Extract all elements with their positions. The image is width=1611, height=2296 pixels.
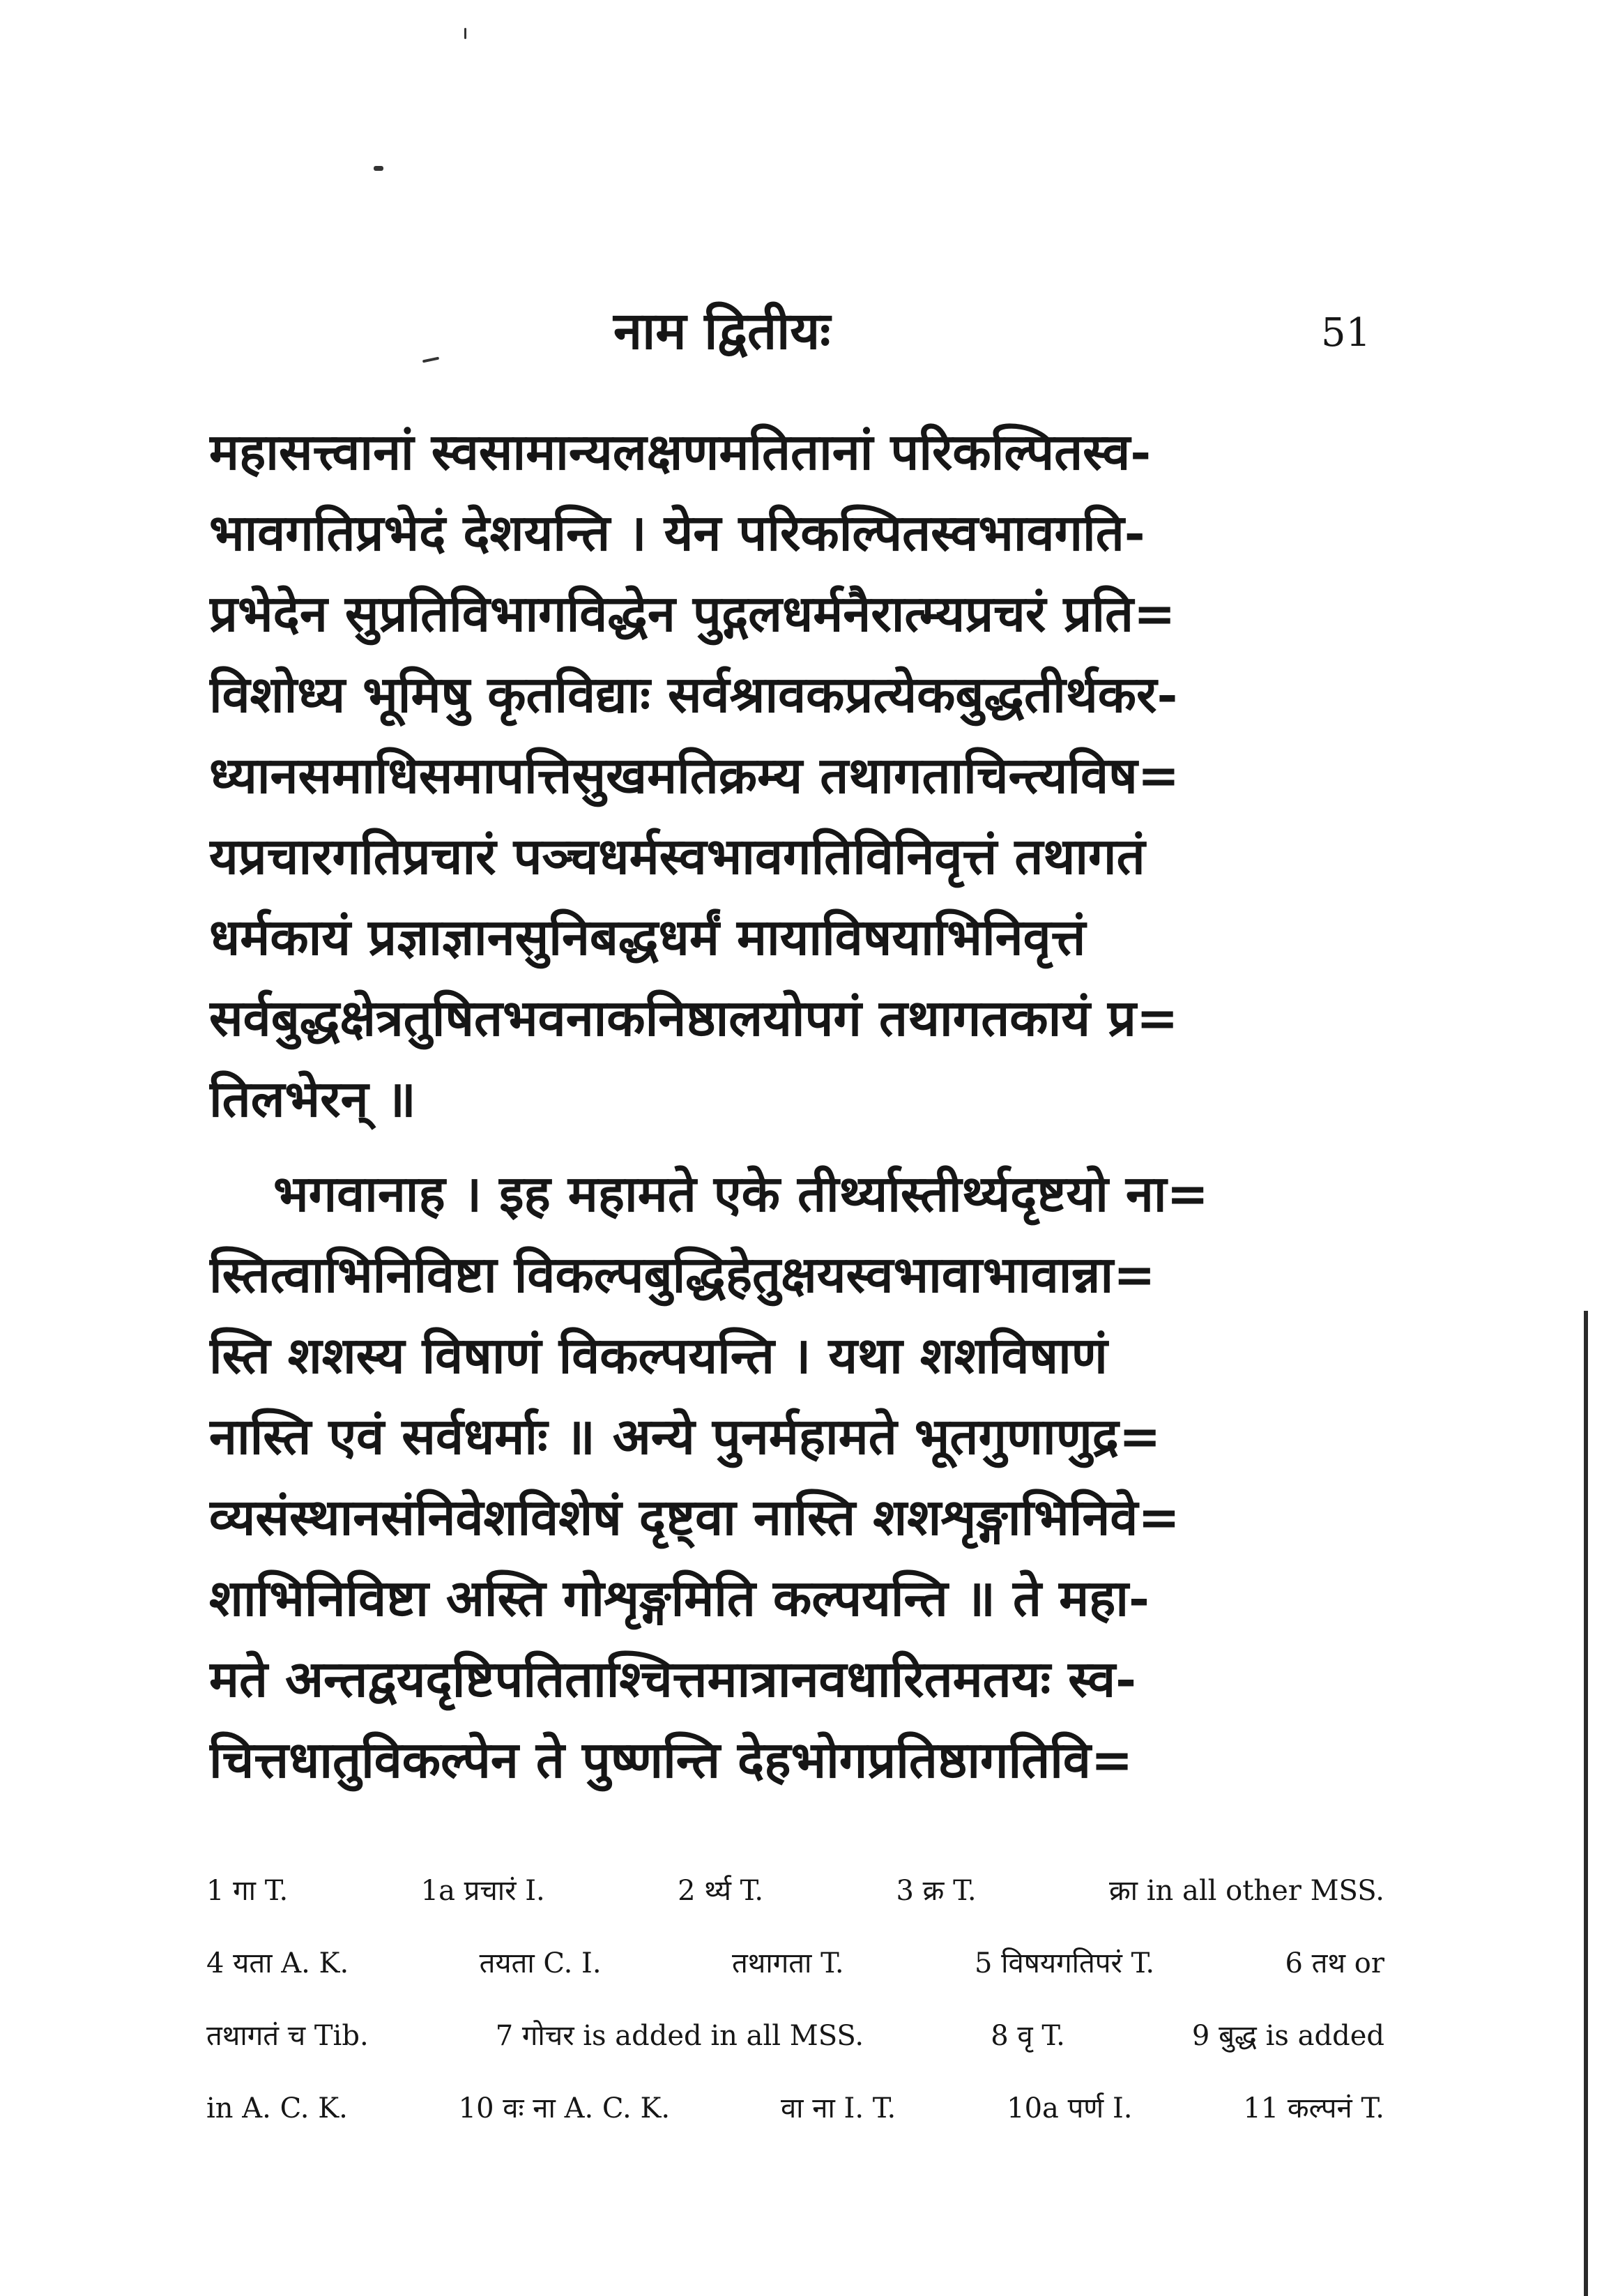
text-line: सर्वबुद्धक्षेत्रतुषितभवनाकनिष्ठालयोपगं तथागतकायं प्र= [209, 988, 1179, 1047]
running-head [0, 293, 1611, 377]
footnote: 8 वृ T. [991, 2020, 1065, 2052]
page-edge-line [1584, 1311, 1588, 2296]
text-line: मते अन्तद्वयदृष्टिपतिताश्चित्तमात्रानवधारितमतयः स्व- [209, 1649, 1137, 1708]
scan-speck [374, 166, 383, 171]
footnote: 3 क्र T. [896, 1875, 977, 1907]
text-line: विशोध्य भूमिषु कृतविद्याः सर्वश्रावकप्रत्येकबुद्धतीर्थकर- [209, 664, 1178, 724]
text-line: धर्मकायं प्रज्ञाज्ञानसुनिबद्धधर्मं मायाविषयाभिनिवृत्तं [209, 907, 1086, 966]
text-line: यप्रचारगतिप्रचारं पञ्चधर्मस्वभावगतिविनिवृत्तं तथागतं [209, 826, 1145, 885]
footnote-row [206, 2000, 1384, 2072]
footnote: तथागतं च Tib. [206, 2020, 369, 2052]
text-line: भगवानाह । इह महामते एके तीर्थ्यास्तीर्थ्यदृष्टयो ना= [273, 1164, 1209, 1223]
text-line: नास्ति एवं सर्वधर्माः ॥ अन्ये पुनर्महामते भूतगुणाणुद्र= [209, 1406, 1161, 1466]
footnote: 10 वः ना A. C. K. [458, 2092, 671, 2124]
text-line: चित्तधातुविकल्पेन ते पुष्णन्ति देहभोगप्रतिष्ठागतिवि= [209, 1730, 1133, 1789]
sanskrit-text-block [209, 411, 1380, 1800]
footnote: 1a प्रचारं I. [420, 1875, 545, 1907]
text-line: स्तित्वाभिनिविष्टा विकल्पबुद्धिहेतुक्षयस्वभावाभावान्ना= [209, 1245, 1156, 1304]
paragraph-break [209, 1139, 1380, 1153]
text-line: स्ति शशस्य विषाणं विकल्पयन्ति । यथा शशविषाणं [209, 1325, 1108, 1385]
text-line: व्यसंस्थानसंनिवेशविशेषं दृष्ट्वा नास्ति शशशृङ्गाभिनिवे= [209, 1487, 1180, 1546]
footnote: in A. C. K. [206, 2092, 348, 2124]
footnote: वा ना I. T. [780, 2092, 896, 2124]
footnote: तथागता T. [731, 1947, 844, 1979]
page-title: नाम द्वितीयः [613, 301, 831, 361]
footnote-row [206, 1927, 1384, 2000]
footnote: 4 यता A. K. [206, 1947, 349, 1979]
footnote: 1 गा T. [206, 1875, 289, 1907]
text-line: महासत्त्वानां स्वसामान्यलक्षणमतितानां परिकल्पितस्व- [209, 422, 1152, 481]
text-line: तिलभेरन् ॥ [209, 1069, 416, 1128]
text-line: भावगतिप्रभेदं देशयन्ति । येन परिकल्पितस्वभावगति- [209, 503, 1145, 562]
footnote: 7 गोचर is added in all MSS. [495, 2020, 864, 2052]
footnote: 11 कल्पनं T. [1243, 2092, 1384, 2124]
footnotes [206, 1855, 1384, 2145]
footnote: 5 विषयगतिपरं T. [975, 1947, 1155, 1979]
footnote: 6 तथ or [1285, 1947, 1384, 1979]
footnote: तयता C. I. [479, 1947, 602, 1979]
footnote-row [206, 1855, 1384, 1927]
footnote: 2 र्थ्य T. [678, 1875, 764, 1907]
footnote: 10a पर्ण I. [1007, 2092, 1133, 2124]
text-line: ध्यानसमाधिसमापत्तिसुखमतिक्रम्य तथागताचिन्त्यविष= [209, 745, 1180, 805]
footnote: क्रा in all other MSS. [1108, 1875, 1384, 1907]
text-line: शाभिनिविष्टा अस्ति गोशृङ्गमिति कल्पयन्ति ॥ ते महा- [209, 1568, 1150, 1627]
page-number: 51 [1321, 310, 1371, 356]
footnote: 9 बुद्ध is added [1191, 2020, 1384, 2052]
footnote-row [206, 2072, 1384, 2145]
scan-speck [464, 28, 466, 39]
text-line: प्रभेदेन सुप्रतिविभागविद्धेन पुद्गलधर्मनैरात्म्यप्रचरं प्रति= [209, 584, 1176, 643]
